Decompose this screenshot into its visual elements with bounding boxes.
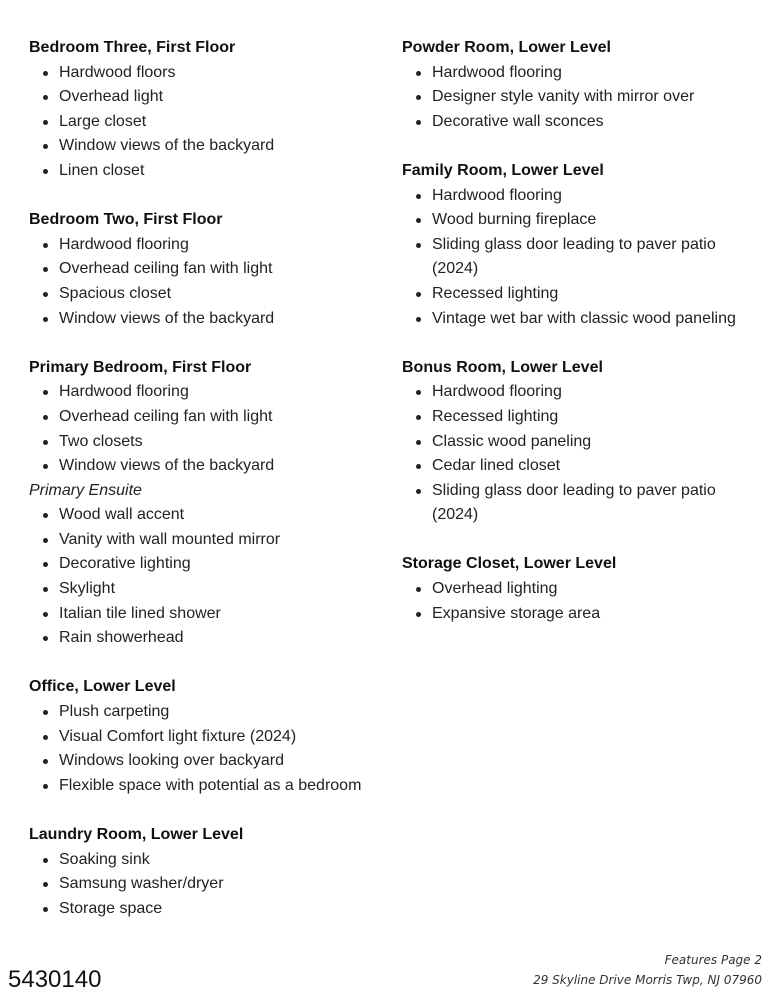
feature-list: [402, 577, 762, 626]
section-title: Laundry Room, Lower Level: [29, 826, 244, 843]
feature-item: Recessed lighting: [432, 405, 762, 430]
feature-item: Plush carpeting: [59, 700, 389, 725]
section-title: Primary Bedroom, First Floor: [29, 358, 252, 376]
feature-item: Spacious closet: [59, 282, 389, 307]
feature-item: Linen closet: [59, 159, 389, 184]
feature-item: Wood wall accent: [59, 503, 389, 528]
feature-list: [29, 233, 389, 331]
feature-item: Designer style vanity with mirror over: [432, 85, 762, 110]
feature-item: Overhead light: [59, 85, 389, 110]
feature-sublist: [29, 503, 389, 651]
feature-item: Wood burning fireplace: [432, 208, 762, 233]
feature-item: Vintage wet bar with classic wood paneling: [432, 307, 762, 332]
feature-item: Window views of the backyard: [59, 134, 389, 159]
feature-item: Overhead ceiling fan with light: [59, 257, 389, 282]
feature-list: [402, 380, 762, 528]
right-column: [402, 36, 762, 651]
feature-item: Cedar lined closet: [432, 454, 762, 479]
feature-item: Window views of the backyard: [59, 454, 389, 479]
section-title: Family Room, Lower Level: [402, 161, 604, 179]
feature-section: [29, 675, 389, 798]
feature-item: Two closets: [59, 430, 389, 455]
feature-section: [29, 823, 389, 921]
feature-item: Windows looking over backyard: [59, 749, 389, 774]
feature-item: Rain showerhead: [59, 626, 389, 651]
feature-section: [402, 552, 762, 626]
feature-section: [402, 36, 762, 134]
section-title: Powder Room, Lower Level: [402, 39, 611, 56]
feature-item: Window views of the backyard: [59, 307, 389, 332]
feature-list: [402, 61, 762, 135]
feature-item: Expansive storage area: [432, 602, 762, 627]
feature-item: Decorative lighting: [59, 552, 389, 577]
feature-list: [29, 380, 389, 478]
section-title: Bedroom Three, First Floor: [29, 39, 236, 56]
feature-item: Hardwood flooring: [59, 233, 389, 258]
feature-item: Skylight: [59, 577, 389, 602]
feature-section: [29, 208, 389, 331]
section-title: Storage Closet, Lower Level: [402, 555, 617, 573]
feature-item: Hardwood flooring: [432, 380, 762, 405]
section-title: Bedroom Two, First Floor: [29, 211, 223, 229]
feature-item: Soaking sink: [59, 848, 389, 873]
feature-item: Sliding glass door leading to paver patio (2024): [432, 479, 762, 528]
footer-address: 29 Skyline Drive Morris Twp, NJ 07960: [533, 973, 762, 987]
feature-item: Classic wood paneling: [432, 430, 762, 455]
section-title: Office, Lower Level: [29, 678, 176, 696]
feature-list: [402, 184, 762, 332]
feature-item: Flexible space with potential as a bedroom: [59, 774, 389, 799]
feature-item: Overhead ceiling fan with light: [59, 405, 389, 430]
page-footer: [533, 950, 762, 990]
feature-item: Storage space: [59, 897, 389, 922]
feature-section: [29, 36, 389, 184]
footer-page-label: Features Page 2: [664, 953, 762, 967]
feature-item: Hardwood flooring: [59, 380, 389, 405]
feature-item: Samsung washer/dryer: [59, 872, 389, 897]
feature-section: [29, 356, 389, 651]
listing-id: 5430140: [8, 966, 102, 993]
feature-item: Overhead lighting: [432, 577, 762, 602]
feature-list: [29, 700, 389, 798]
feature-item: Vanity with wall mounted mirror: [59, 528, 389, 553]
feature-section: [402, 356, 762, 528]
section-title: Bonus Room, Lower Level: [402, 358, 603, 376]
feature-list: [29, 61, 389, 184]
feature-item: Hardwood floors: [59, 61, 389, 86]
feature-item: Visual Comfort light fixture (2024): [59, 725, 389, 750]
left-column: [29, 36, 389, 946]
feature-item: Hardwood flooring: [432, 61, 762, 86]
feature-list: [29, 848, 389, 922]
feature-item: Recessed lighting: [432, 282, 762, 307]
subsection-title: Primary Ensuite: [29, 481, 142, 499]
feature-item: Decorative wall sconces: [432, 110, 762, 135]
feature-item: Hardwood flooring: [432, 184, 762, 209]
feature-section: [402, 159, 762, 331]
feature-item: Large closet: [59, 110, 389, 135]
feature-item: Italian tile lined shower: [59, 602, 389, 627]
feature-item: Sliding glass door leading to paver patio (2024): [432, 233, 762, 282]
